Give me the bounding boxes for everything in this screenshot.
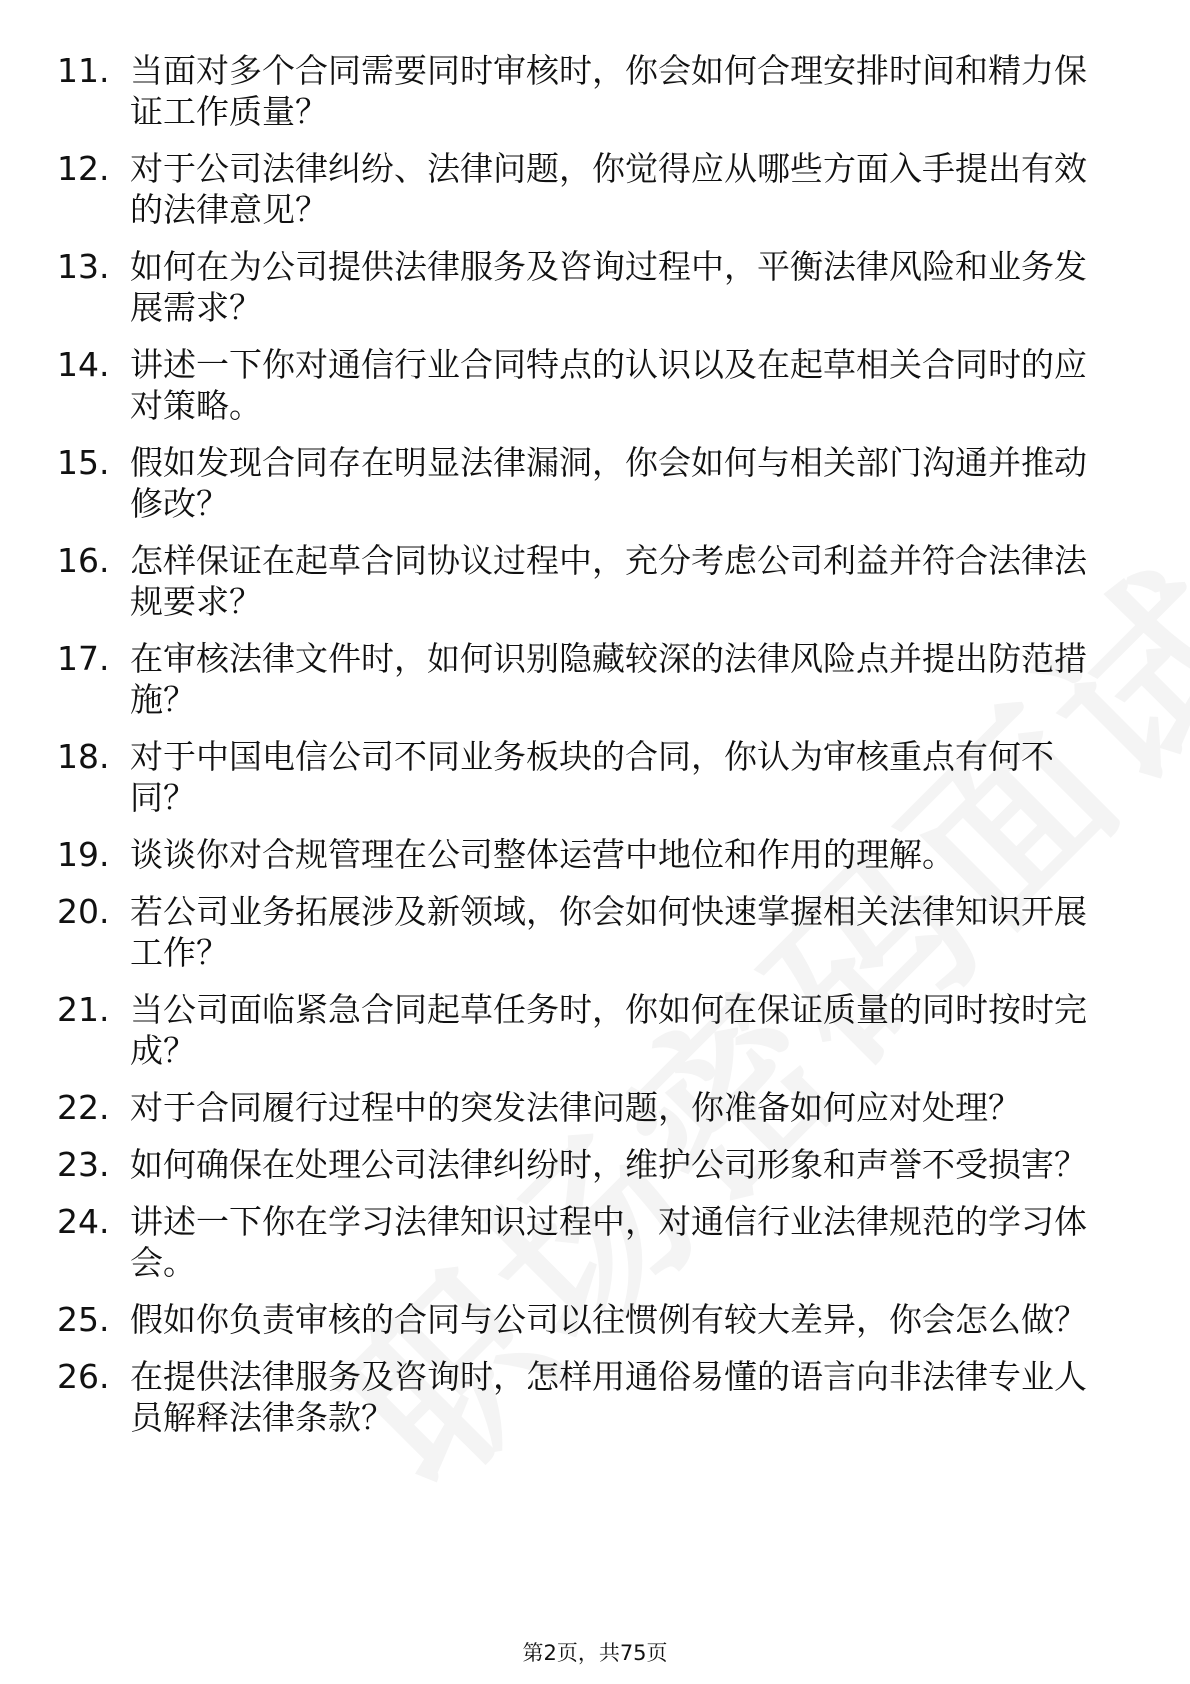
question-number: 17.	[57, 639, 110, 678]
question-item	[0, 834, 1106, 875]
question-text: 如何确保在处理公司法律纠纷时，维护公司形象和声誉不受损害？	[130, 1145, 1087, 1184]
question-number: 12.	[57, 149, 110, 188]
question-item	[0, 50, 1106, 132]
question-number: 26.	[57, 1357, 110, 1396]
question-item	[0, 1201, 1106, 1283]
question-number: 14.	[57, 345, 110, 384]
question-number: 25.	[57, 1300, 110, 1339]
question-item	[0, 148, 1106, 230]
question-item	[0, 344, 1106, 426]
page-footer: 第2页，共75页	[522, 1641, 668, 1665]
question-list	[0, 50, 1190, 1454]
question-item	[0, 736, 1106, 818]
question-item	[0, 442, 1106, 524]
question-text: 讲述一下你对通信行业合同特点的认识以及在起草相关合同时的应对策略。	[130, 345, 1087, 425]
question-text: 讲述一下你在学习法律知识过程中，对通信行业法律规范的学习体会。	[130, 1202, 1087, 1282]
question-number: 19.	[57, 835, 110, 874]
question-text: 对于公司法律纠纷、法律问题，你觉得应从哪些方面入手提出有效的法律意见？	[130, 149, 1087, 229]
question-number: 15.	[57, 443, 110, 482]
question-number: 18.	[57, 737, 110, 776]
question-text: 在审核法律文件时，如何识别隐藏较深的法律风险点并提出防范措施？	[130, 639, 1087, 719]
question-number: 20.	[57, 892, 110, 931]
question-item	[0, 1087, 1106, 1128]
question-number: 16.	[57, 541, 110, 580]
question-text: 谈谈你对合规管理在公司整体运营中地位和作用的理解。	[130, 835, 955, 874]
question-text: 在提供法律服务及咨询时，怎样用通俗易懂的语言向非法律专业人员解释法律条款？	[130, 1357, 1087, 1437]
question-text: 若公司业务拓展涉及新领域，你会如何快速掌握相关法律知识开展工作？	[130, 892, 1087, 972]
question-number: 11.	[57, 51, 110, 90]
question-item	[0, 638, 1106, 720]
question-number: 23.	[57, 1145, 110, 1184]
question-item	[0, 1356, 1106, 1438]
question-text: 假如发现合同存在明显法律漏洞，你会如何与相关部门沟通并推动修改？	[130, 443, 1087, 523]
question-text: 对于中国电信公司不同业务板块的合同，你认为审核重点有何不同？	[130, 737, 1054, 817]
question-text: 当公司面临紧急合同起草任务时，你如何在保证质量的同时按时完成？	[130, 990, 1087, 1070]
question-item	[0, 891, 1106, 973]
question-item	[0, 1299, 1106, 1340]
question-text: 如何在为公司提供法律服务及咨询过程中，平衡法律风险和业务发展需求？	[130, 247, 1087, 327]
question-item	[0, 246, 1106, 328]
question-text: 对于合同履行过程中的突发法律问题，你准备如何应对处理？	[130, 1088, 1021, 1127]
question-text: 假如你负责审核的合同与公司以往惯例有较大差异，你会怎么做？	[130, 1300, 1087, 1339]
question-item	[0, 989, 1106, 1071]
question-number: 22.	[57, 1088, 110, 1127]
question-number: 24.	[57, 1202, 110, 1241]
question-number: 21.	[57, 990, 110, 1029]
question-item	[0, 1144, 1106, 1185]
question-text: 怎样保证在起草合同协议过程中，充分考虑公司利益并符合法律法规要求？	[130, 541, 1087, 621]
question-item	[0, 540, 1106, 622]
question-number: 13.	[57, 247, 110, 286]
question-text: 当面对多个合同需要同时审核时，你会如何合理安排时间和精力保证工作质量？	[130, 51, 1087, 131]
